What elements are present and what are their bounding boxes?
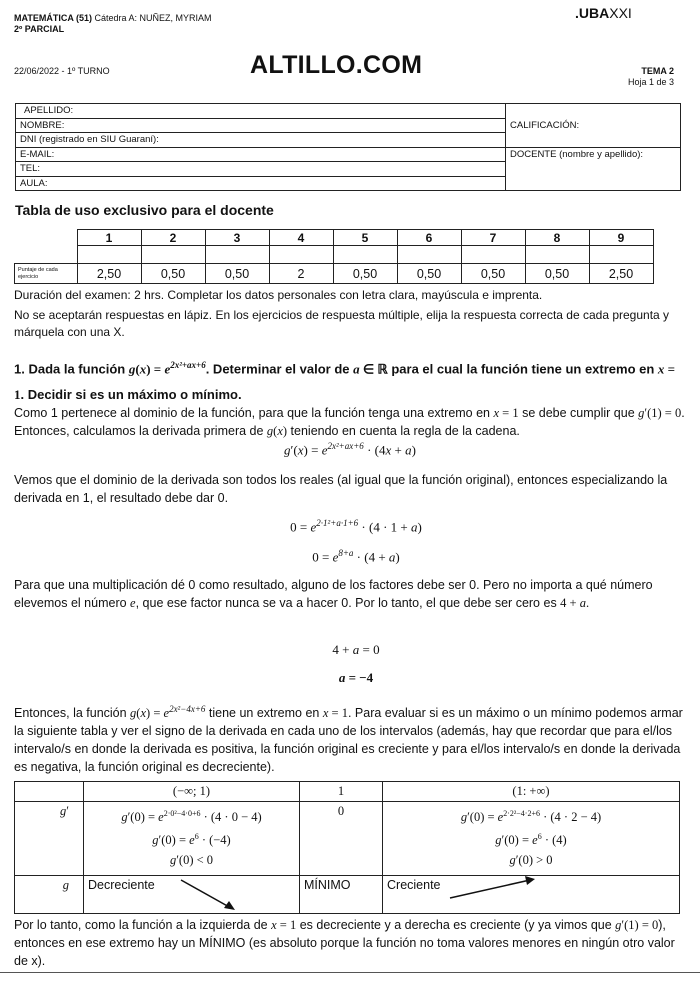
instructions: [14, 287, 686, 341]
score-cell[interactable]: [589, 246, 653, 264]
equation-1: $0 = e^{2\cdot 1^2+a\cdot 1+6} \cdot (4 \cdot 1 + a)$: [290, 518, 422, 535]
field-tel[interactable]: TEL:: [16, 162, 506, 177]
behavior-mid: MÍNIMO: [300, 876, 383, 914]
max-score: 0,50: [205, 264, 269, 284]
grade-field[interactable]: CALIFICACIÓN:: [506, 104, 681, 148]
score-cell[interactable]: [333, 246, 397, 264]
site-title: ALTILLO.COM: [250, 51, 423, 79]
row-label-function: g: [15, 876, 84, 914]
score-cell[interactable]: [525, 246, 589, 264]
score-cell[interactable]: [269, 246, 333, 264]
arrow-up-icon: [448, 876, 538, 902]
derivative-mid: 0: [300, 802, 383, 876]
exercise-number: 2: [141, 230, 205, 246]
equation-2: $0 = e^{8+a} \cdot (4 + a)$: [312, 548, 400, 565]
max-score: 0,50: [397, 264, 461, 284]
grading-title: Tabla de uso exclusivo para el docente: [15, 202, 274, 218]
uba-xxi-logo: .UBAXXI: [575, 5, 632, 21]
field-aula[interactable]: AULA:: [16, 176, 506, 191]
exercise-number: 1: [77, 230, 141, 246]
exercise-number: 8: [525, 230, 589, 246]
behavior-right: [383, 876, 680, 914]
score-cell[interactable]: [77, 246, 141, 264]
max-score: 2: [269, 264, 333, 284]
arrow-down-icon: [179, 878, 239, 912]
max-score: 0,50: [525, 264, 589, 284]
student-id-form: [15, 103, 681, 191]
row-label-derivative: g′: [15, 802, 84, 876]
score-cell[interactable]: [205, 246, 269, 264]
solution-paragraph-1: Como 1 pertenece al dominio de la función, para que la función tenga una extremo en x = 1 se debe cumplir que g′(1) = 0. Entonces, calculamos la derivada primera de g(x) teniendo en cuenta la regla de la cadena.: [14, 406, 685, 438]
exercise-number: 5: [333, 230, 397, 246]
sign-table: [14, 781, 680, 914]
exercise-number: 9: [589, 230, 653, 246]
exam-date: 22/06/2022 - 1º TURNO: [14, 66, 110, 76]
derivative-right: $g'(0) = e^{2\cdot 2^2-4\cdot 2+6} \cdot (4 \cdot 2 - 4)$ $g'(0) = e^6 \cdot (4)$ g′(0) > 0: [383, 802, 680, 876]
exercise-number: 6: [397, 230, 461, 246]
max-score: 0,50: [141, 264, 205, 284]
derivative-formula: $g'(x) = e^{2x^2+ax+6} \cdot (4x + a)$: [284, 441, 416, 458]
exercise-number: 4: [269, 230, 333, 246]
solution-paragraph-2: Vemos que el dominio de la derivada son todos los reales (al igual que la función original), entonces especializando la derivada en 1, el resultado debe dar 0.: [14, 473, 668, 505]
max-score: 2,50: [77, 264, 141, 284]
field-nombre[interactable]: NOMBRE:: [16, 118, 506, 133]
score-cell[interactable]: [141, 246, 205, 264]
behavior-left: [84, 876, 300, 914]
interval-right: (1: +∞): [383, 782, 680, 802]
field-dni[interactable]: DNI (registrado en SIU Guaraní):: [16, 133, 506, 148]
field-apellido[interactable]: APELLIDO:: [16, 104, 506, 119]
max-score: 2,50: [589, 264, 653, 284]
field-email[interactable]: E-MAIL:: [16, 147, 506, 162]
derivative-left: $g'(0) = e^{2\cdot 0^2-4\cdot 0+6} \cdot (4 \cdot 0 - 4)$ $g'(0) = e^6 \cdot (-4)$ g′(0) < 0: [84, 802, 300, 876]
solution-paragraph-4: Entonces, la función $g(x) = e^{2x^2-4x+6}$ tiene un extremo en x = 1. Para evaluar si es un máximo o un mínimo podemos armar la siguiente tabla y ver el signo de la derivada en cada uno de los intervalos (además, hay que recordar que para el/los intervalo/s en donde la derivada es positiva, la función original es creciente y para el/los intervalo/s en donde la derivada es negativa, la función original es decreciente).: [14, 704, 683, 775]
max-score: 0,50: [461, 264, 525, 284]
score-cell[interactable]: [461, 246, 525, 264]
max-score: 0,50: [333, 264, 397, 284]
instructions-answers: No se aceptarán respuestas en lápiz. En los ejercicios de respuesta múltiple, elija la respuesta correcta de cada pregunta y márquela con una X.: [14, 308, 670, 339]
equation-3: 4 + a = 0: [332, 642, 380, 657]
score-row-label: Puntaje de cada ejercicio: [15, 264, 78, 284]
result-a: a = −4: [338, 670, 374, 685]
instructions-duration: Duración del examen: 2 hrs. Completar los datos personales con letra clara, mayúscula e imprenta.: [14, 288, 543, 302]
interval-mid: 1: [300, 782, 383, 802]
grading-table: [14, 229, 654, 284]
score-cell[interactable]: [397, 246, 461, 264]
footer-rule: [0, 972, 700, 973]
solution-paragraph-3: Para que una multiplicación dé 0 como resultado, alguno de los factores debe ser 0. Pero no importa a qué número elevemos el número e, que ese factor nunca se va a hacer 0. Por lo tanto, el que debe ser cero es 4 + a.: [14, 578, 653, 610]
solution-conclusion: Por lo tanto, como la función a la izquierda de x = 1 es decreciente y a derecha es creciente (y ya vimos que g′(1) = 0), entonces en ese extremo hay un MÍNIMO (es absoluto porque la función no toma valores menores en ningún otro valor de x).: [14, 918, 675, 968]
exercise-number: 3: [205, 230, 269, 246]
teacher-field[interactable]: DOCENTE (nombre y apellido):: [506, 147, 681, 191]
increasing-label: Creciente: [387, 878, 441, 892]
exercise-number: 7: [461, 230, 525, 246]
problem-statement: 1. Dada la función $g(x) = e^{2x^2+ax+6}$. Determinar el valor de a ∈ ℝ para el cual la función tiene un extremo en x = 1. Decidir si es un máximo o mínimo.: [14, 360, 676, 403]
tema-box: TEMA 2 Hoja 1 de 3: [627, 66, 674, 87]
interval-left: (−∞; 1): [84, 782, 300, 802]
course-header: MATEMÁTICA (51) Cátedra A: NUÑEZ, MYRIAM 2º PARCIAL: [14, 13, 212, 34]
decreasing-label: Decreciente: [88, 878, 155, 892]
